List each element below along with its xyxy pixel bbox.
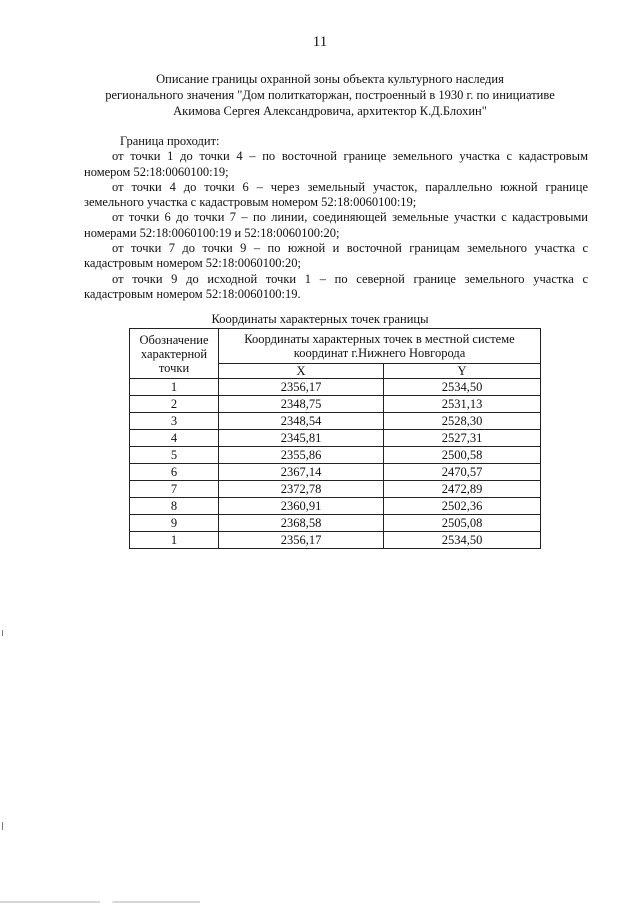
header-x: X [219,364,384,379]
table-row [130,515,541,532]
scan-artifact [2,822,3,830]
table-row [130,396,541,413]
x-cell: 2368,58 [219,515,384,532]
y-cell: 2502,36 [384,498,541,515]
point-cell: 4 [130,430,219,447]
point-cell: 9 [130,515,219,532]
x-cell: 2356,17 [219,532,384,549]
boundary-intro: Граница проходит: [120,134,220,148]
boundary-segment: от точки 6 до точки 7 – по линии, соединяющей земельные участки с кадастровыми номерами 52:18:0060100:19 и 52:18:0060100:20; [84,210,588,240]
boundary-segment: от точки 7 до точки 9 – по южной и восточной границам земельного участка с кадастровым номером 52:18:0060100:20; [84,241,588,271]
header-y: Y [384,364,541,379]
point-cell: 6 [130,464,219,481]
table-row [130,430,541,447]
y-cell: 2531,13 [384,396,541,413]
title-line-1: Описание границы охранной зоны объекта культурного наследия [156,72,504,86]
point-cell: 5 [130,447,219,464]
scan-artifact [0,901,250,903]
x-cell: 2360,91 [219,498,384,515]
x-cell: 2348,54 [219,413,384,430]
point-cell: 1 [130,532,219,549]
y-cell: 2534,50 [384,532,541,549]
y-cell: 2528,30 [384,413,541,430]
scan-artifact [2,630,3,636]
table-row [130,464,541,481]
y-cell: 2534,50 [384,379,541,396]
x-cell: 2345,81 [219,430,384,447]
x-cell: 2356,17 [219,379,384,396]
header-coordinates: Координаты характерных точек в местной системе координат г.Нижнего Новгорода [219,329,541,364]
x-cell: 2348,75 [219,396,384,413]
point-cell: 3 [130,413,219,430]
table-row [130,481,541,498]
table-row [130,498,541,515]
table-caption: Координаты характерных точек границы [211,312,429,326]
coordinates-table [129,328,541,549]
page-number: 11 [312,34,328,50]
boundary-segment: от точки 9 до исходной точки 1 – по северной границе земельного участка с кадастровым номером 52:18:0060100:19. [84,271,588,301]
table-row [130,532,541,549]
title-line-2: регионального значения "Дом политкаторжан, построенный в 1930 г. по инициативе [105,88,555,102]
table-row [130,413,541,430]
boundary-description [84,134,588,302]
point-cell: 2 [130,396,219,413]
document-title [60,71,600,119]
y-cell: 2505,08 [384,515,541,532]
title-line-3: Акимова Сергея Александровича, архитектор К.Д.Блохин" [173,104,487,118]
y-cell: 2470,57 [384,464,541,481]
point-cell: 7 [130,481,219,498]
x-cell: 2367,14 [219,464,384,481]
table-row [130,447,541,464]
point-cell: 1 [130,379,219,396]
y-cell: 2472,89 [384,481,541,498]
x-cell: 2372,78 [219,481,384,498]
boundary-segment: от точки 4 до точки 6 – через земельный участок, параллельно южной границе земельного участка с кадастровым номером 52:18:0060100:19; [84,179,588,210]
y-cell: 2527,31 [384,430,541,447]
x-cell: 2355,86 [219,447,384,464]
point-cell: 8 [130,498,219,515]
boundary-segment: от точки 1 до точки 4 – по восточной границе земельного участка с кадастровым номером 52:18:0060100:19; [84,149,588,179]
table-row [130,379,541,396]
y-cell: 2500,58 [384,447,541,464]
header-point-designation: Обозначение характерной точки [130,329,219,379]
